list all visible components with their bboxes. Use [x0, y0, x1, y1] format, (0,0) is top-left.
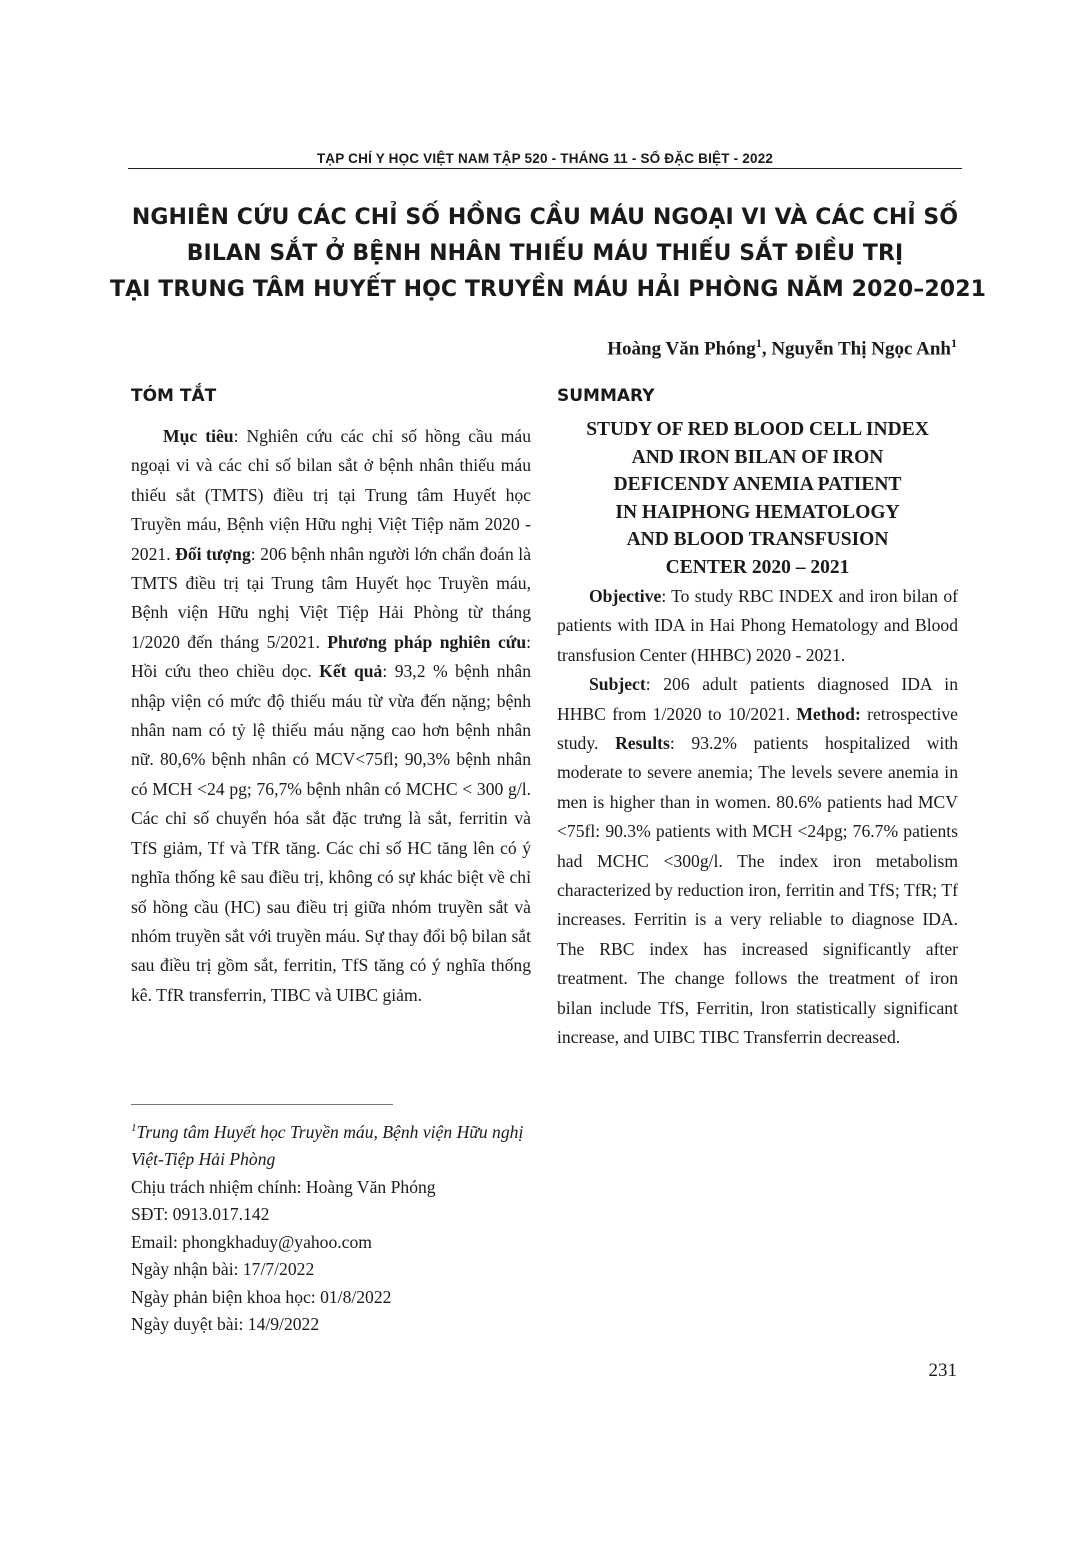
header-rule [128, 168, 962, 169]
body-text: : 93.2% patients hospitalized with moderate to severe anemia; The levels severe anemia in men is higher than in women. 80.6% patients had MCV <75fl: 90.3% patients with MCH <24pg; 76.7% patients had MCHC <300g/l. The index iron metabolism characterized by reduction iron, ferritin and TfS; TfR; Tf increases. Ferritin is a very reliable to diagnose IDA. The RBC index has increased significantly after treatment. The change follows the treatment of iron bilan include TfS, Ferritin, lron statistically significant increase, and UIBC TIBC Transferrin decreased. [557, 733, 958, 1048]
bold-label: Subject [589, 674, 646, 695]
affiliation [131, 1115, 536, 1174]
bold-label: Mục tiêu [163, 426, 234, 446]
bold-label: Phương pháp nghiên cứu [327, 631, 527, 652]
author-list [607, 336, 957, 360]
body-text: : Nghiên cứu các chỉ số hồng cầu máu ngoại vi và các chỉ số bilan sắt ở bệnh nhân thiếu máu thiếu sắt (TMTS) điều trị tại Trung tâm Huyết học Truyền máu, Bệnh viện Hữu nghị Việt Tiệp năm 2020 - 2021. [131, 426, 531, 564]
en-title-line: IN HAIPHONG HEMATOLOGY [615, 501, 900, 523]
en-title-line: AND IRON BILAN OF IRON [631, 446, 884, 468]
body-text: : Hồi cứu theo chiều dọc. [131, 631, 531, 682]
abstract-heading-en: SUMMARY [557, 386, 655, 406]
vietnamese-abstract [131, 386, 531, 1010]
date-accepted: Ngày duyệt bài: 14/9/2022 [131, 1314, 320, 1335]
author-affiliation-sup: 1 [951, 336, 957, 350]
phone: SĐT: 0913.017.142 [131, 1204, 270, 1225]
page-number: 231 [928, 1360, 957, 1381]
english-summary [557, 582, 958, 1053]
body-text: : 206 bệnh nhân người lớn chẩn đoán là TMTS điều trị tại Trung tâm Huyết học Truyền máu, Bệnh viện Hữu nghị Việt Tiệp Hải Phòng từ tháng 1/2020 đến tháng 5/2021. [131, 543, 531, 652]
email: Email: phongkhaduy@yahoo.com [131, 1231, 372, 1252]
en-title-line: STUDY OF RED BLOOD CELL INDEX [586, 419, 929, 440]
date-reviewed: Ngày phản biện khoa học: 01/8/2022 [131, 1286, 392, 1307]
article-title [110, 200, 987, 308]
english-title [557, 416, 958, 581]
abstract-heading-vi: TÓM TẮT [131, 386, 217, 406]
author-affiliation-sup: 1 [755, 336, 762, 350]
abstract-paragraph-vi [131, 422, 531, 1010]
date-received: Ngày nhận bài: 17/7/2022 [131, 1259, 315, 1280]
title-line: BILAN SẮT Ở BỆNH NHÂN THIẾU MÁU THIẾU SẮT ĐIỀU TRỊ [186, 241, 904, 266]
english-summary-heading-wrap [557, 386, 958, 406]
bold-label: Objective [589, 586, 662, 606]
title-line: TẠI TRUNG TÂM HUYẾT HỌC TRUYỀN MÁU HẢI PHÒNG NĂM 2020–2021 [110, 277, 987, 302]
summary-paragraph-objective [557, 582, 958, 670]
author-name: Hoàng Văn Phóng [607, 338, 756, 360]
body-text: retrospective study. [557, 703, 958, 754]
en-title-line: DEFICENDY ANEMIA PATIENT [613, 474, 902, 495]
footnote [131, 1115, 536, 1339]
author-name: Nguyễn Thị Ngọc Anh [771, 338, 951, 360]
en-title-line: AND BLOOD TRANSFUSION [626, 529, 889, 550]
affiliation-sup: 1 [131, 1122, 137, 1134]
bold-label: Method: [796, 703, 861, 724]
bold-label: Kết quả [319, 661, 383, 682]
footnote-rule [131, 1104, 393, 1105]
body-text: : 206 adult patients diagnosed IDA in HHBC from 1/2020 to 10/2021. [557, 674, 958, 724]
journal-header: TẠP CHÍ Y HỌC VIỆT NAM TẬP 520 - THÁNG 11 - SỐ ĐẶC BIỆT - 2022 [316, 151, 774, 166]
bold-label: Đối tượng [175, 543, 251, 564]
en-title-line: CENTER 2020 – 2021 [665, 556, 850, 578]
body-text: : To study RBC INDEX and iron bilan of patients with IDA in Hai Phong Hematology and Blood transfusion Center (HHBC) 2020 - 2021. [557, 586, 958, 665]
summary-paragraph-body [557, 670, 958, 1052]
bold-label: Results [615, 733, 670, 754]
corresponding-author: Chịu trách nhiệm chính: Hoàng Văn Phóng [131, 1176, 436, 1197]
author-separator: , [761, 338, 772, 360]
affiliation-text: Trung tâm Huyết học Truyền máu, Bệnh viện Hữu nghị Việt-Tiệp Hải Phòng [131, 1121, 524, 1170]
title-line: NGHIÊN CỨU CÁC CHỈ SỐ HỒNG CẦU MÁU NGOẠI VI VÀ CÁC CHỈ SỐ [131, 205, 959, 230]
body-text: : 93,2 % bệnh nhân nhập viện có mức độ thiếu máu từ vừa đến nặng; bệnh nhân nam có tỷ lệ thiếu máu nặng cao hơn bệnh nhân nữ. 80,6% bệnh nhân có MCV<75fl; 90,3% bệnh nhân có MCH <24 pg; 76,7% bệnh nhân có MCHC < 300 g/l. Các chỉ số chuyển hóa sắt đặc trưng là sắt, ferritin và TfS giảm, Tf và TfR tăng. Các chỉ số HC tăng lên có ý nghĩa thống kê sau điều trị, không có sự khác biệt về chỉ số hồng cầu (HC) sau điều trị giữa nhóm truyền sắt và nhóm truyền sắt với truyền máu. Sự thay đổi bộ bilan sắt sau điều trị gồm sắt, ferritin, TfS tăng có ý nghĩa thống kê. TfR transferrin, TIBC và UIBC giảm. [131, 661, 532, 1005]
